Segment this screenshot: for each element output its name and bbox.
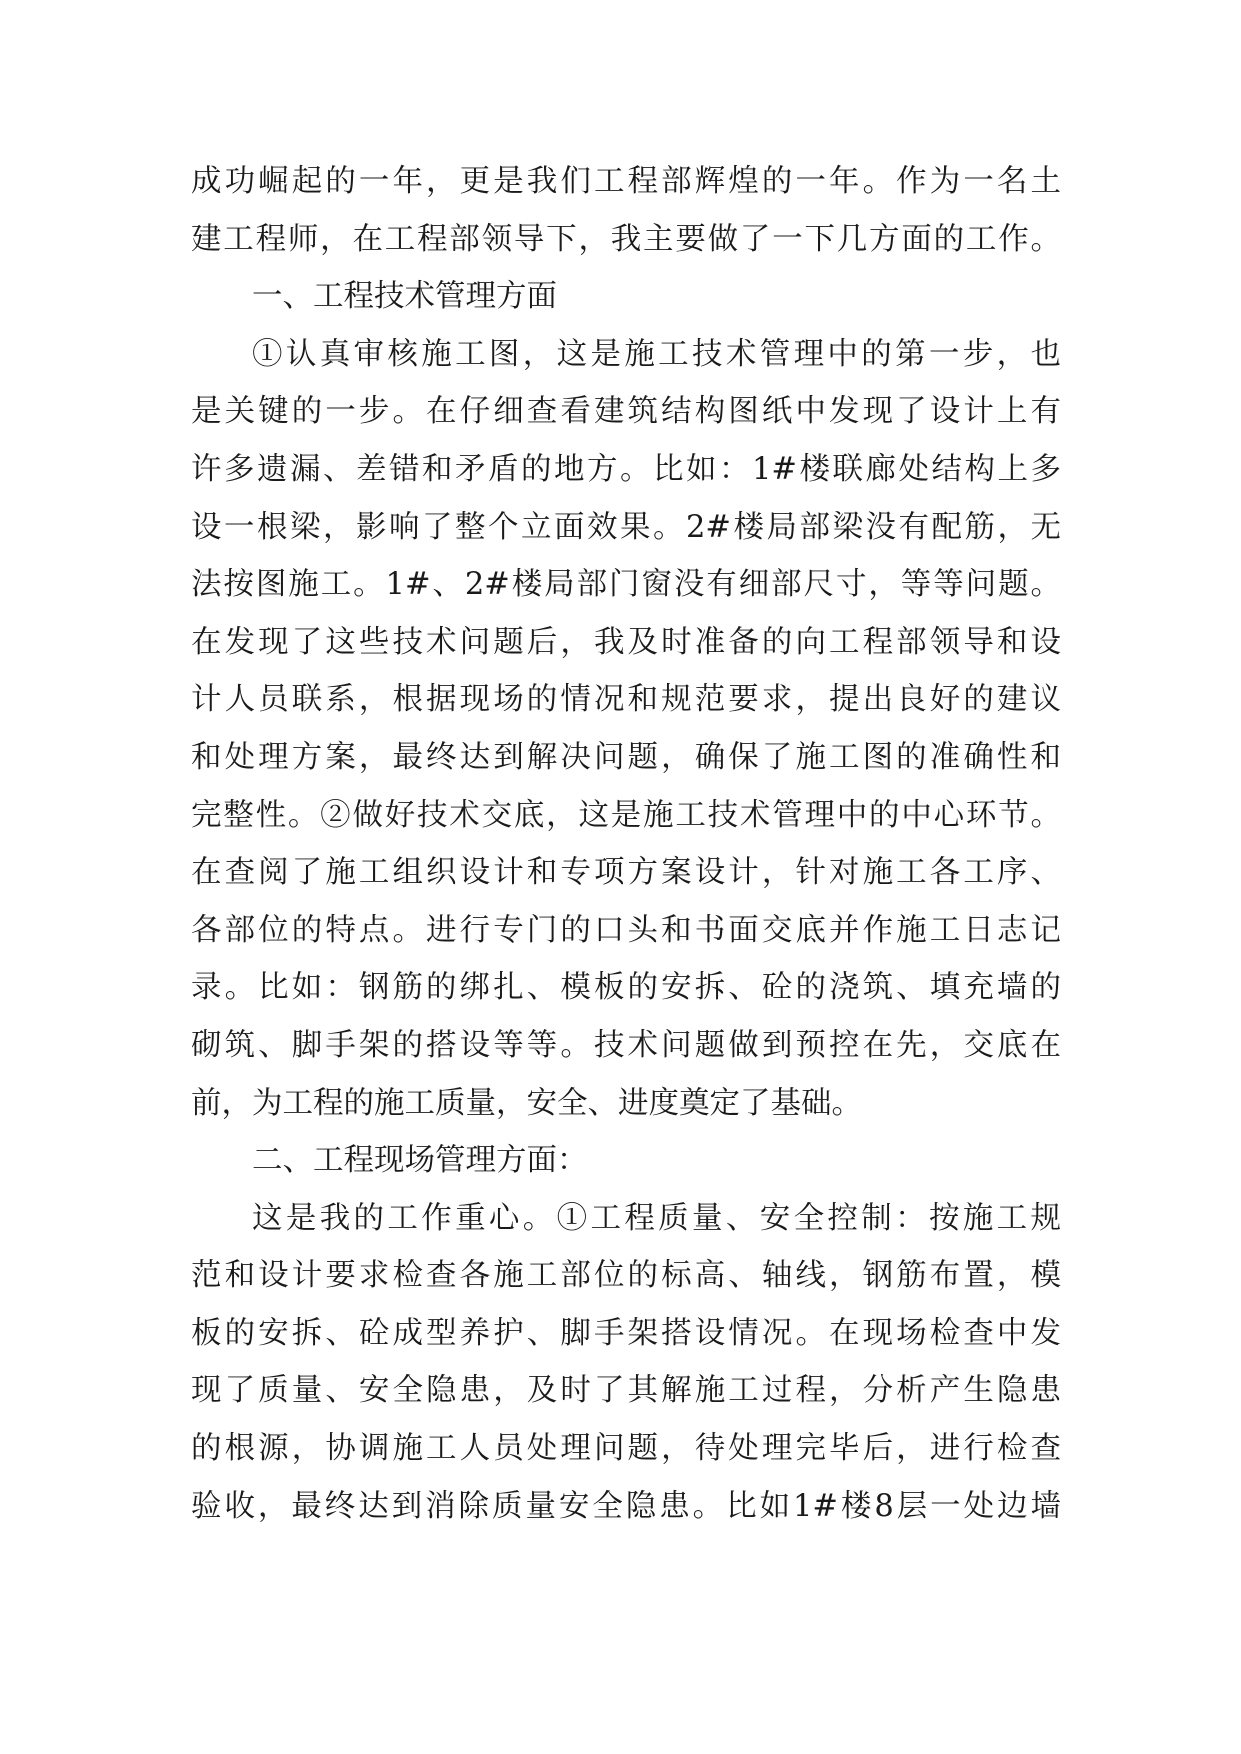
section-heading: 一、工程技术管理方面: [252, 279, 557, 315]
text-line: 建工程师，在工程部领导下，我主要做了一下几方面的工作。: [191, 221, 1061, 257]
text-line: 许多遗漏、差错和矛盾的地方。比如：1#楼联廊处结构上多: [191, 451, 1061, 487]
paragraph-last-line: 前，为工程的施工质量，安全、进度奠定了基础。: [191, 1085, 862, 1121]
text-line: 的根源，协调施工人员处理问题，待处理完毕后，进行检查: [191, 1431, 1061, 1467]
text-line: 范和设计要求检查各施工部位的标高、轴线，钢筋布置，模: [191, 1258, 1061, 1294]
text-line: 各部位的特点。进行专门的口头和书面交底并作施工日志记: [191, 912, 1061, 948]
text-line: 计人员联系，根据现场的情况和规范要求，提出良好的建议: [191, 682, 1061, 718]
text-line: 砌筑、脚手架的搭设等等。技术问题做到预控在先，交底在: [191, 1027, 1061, 1063]
text-line: 法按图施工。1#、2#楼局部门窗没有细部尺寸，等等问题。: [191, 567, 1061, 603]
text-line: 设一根梁，影响了整个立面效果。2#楼局部梁没有配筋，无: [191, 509, 1061, 545]
text-line: 和处理方案，最终达到解决问题，确保了施工图的准确性和: [191, 739, 1061, 775]
paragraph-first-line: ①认真审核施工图，这是施工技术管理中的第一步，也: [252, 336, 1061, 372]
text-line: 板的安拆、砼成型养护、脚手架搭设情况。在现场检查中发: [191, 1315, 1061, 1351]
text-line: 在查阅了施工组织设计和专项方案设计，针对施工各工序、: [191, 855, 1061, 891]
section-heading: 二、工程现场管理方面：: [252, 1143, 588, 1179]
text-line: 现了质量、安全隐患，及时了其解施工过程，分析产生隐患: [191, 1373, 1061, 1409]
text-line: 在发现了这些技术问题后，我及时准备的向工程部领导和设: [191, 624, 1061, 660]
paragraph-first-line: 这是我的工作重心。①工程质量、安全控制：按施工规: [252, 1200, 1061, 1236]
text-line: 验收，最终达到消除质量安全隐患。比如1#楼8层一处边墙: [191, 1488, 1061, 1524]
body-text: [191, 153, 1061, 1535]
text-line: 是关键的一步。在仔细查看建筑结构图纸中发现了设计上有: [191, 394, 1061, 430]
text-line: 完整性。②做好技术交底，这是施工技术管理中的中心环节。: [191, 797, 1061, 833]
text-line: 录。比如：钢筋的绑扎、模板的安拆、砼的浇筑、填充墙的: [191, 970, 1061, 1006]
text-line: 成功崛起的一年，更是我们工程部辉煌的一年。作为一名土: [191, 164, 1061, 199]
